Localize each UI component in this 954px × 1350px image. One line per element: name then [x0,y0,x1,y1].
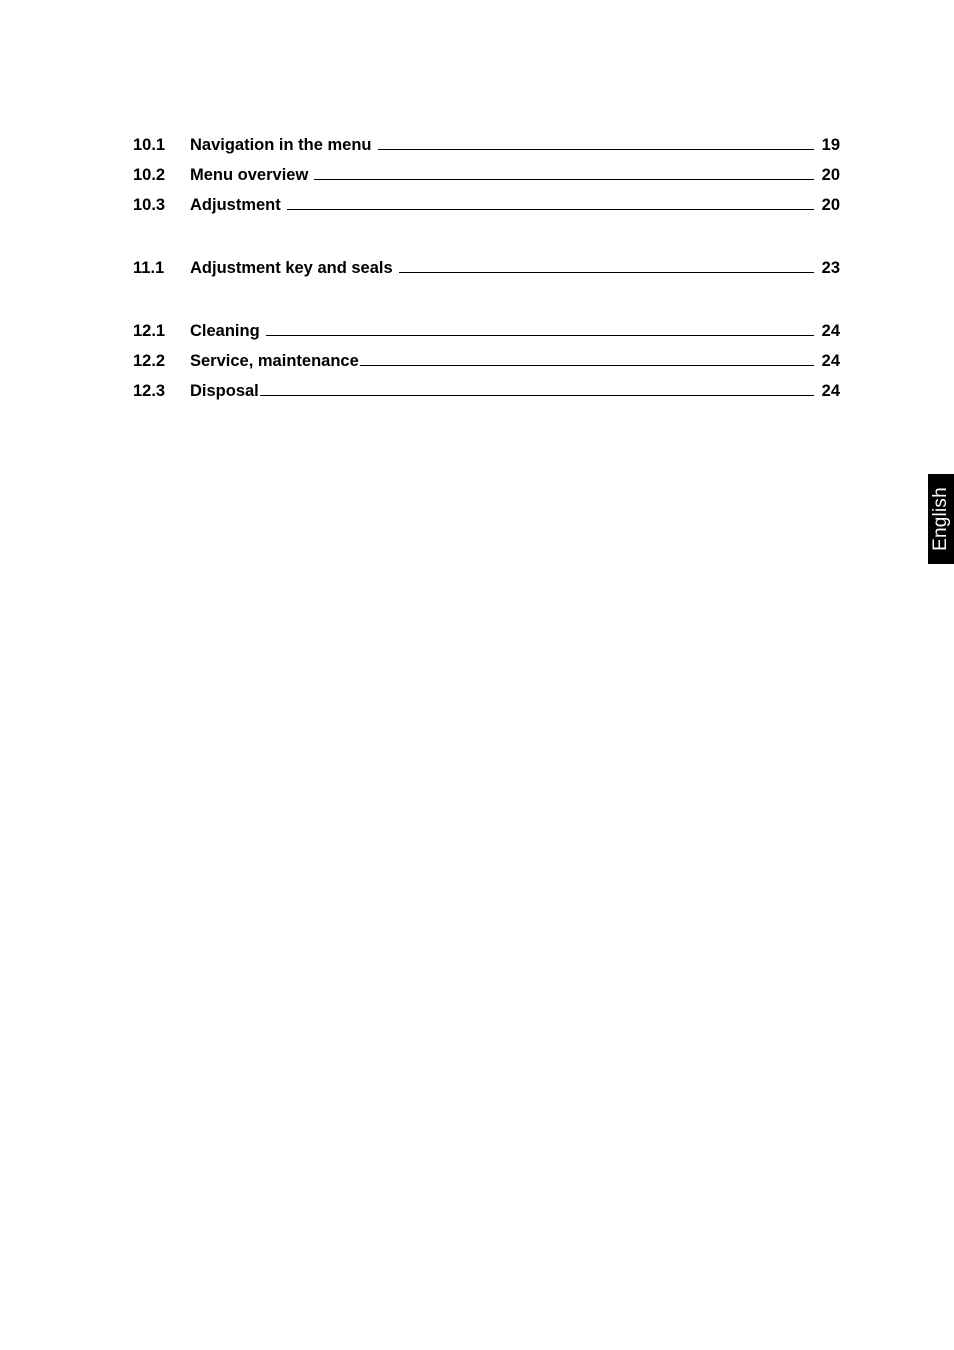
toc-entry-number: 10.1 [133,136,166,154]
toc-group-12 [133,319,840,409]
toc-entry-10-3[interactable] [133,193,840,223]
toc-entry-page: 24 [821,382,840,400]
toc-entry-12-1[interactable] [133,319,840,349]
toc-entry-page: 23 [821,259,840,277]
toc-entry-number: 12.3 [133,382,166,400]
toc-leader-line [260,395,814,396]
toc-entry-12-3[interactable] [133,379,840,409]
toc-entry-page: 19 [821,136,840,154]
toc-group-10 [133,133,840,223]
table-of-contents [133,133,840,409]
toc-entry-number: 11.1 [133,259,165,277]
toc-entry-page: 20 [821,166,840,184]
toc-entry-number: 12.1 [133,322,166,340]
toc-entry-title: Navigation in the menu [190,136,372,154]
toc-leader-line [314,179,814,180]
toc-entry-title: Menu overview [190,166,309,184]
toc-leader-line [399,272,814,273]
toc-leader-line [287,209,814,210]
toc-entry-title: Service, maintenance [190,352,359,370]
toc-entry-title: Adjustment key and seals [190,259,393,277]
toc-entry-number: 12.2 [133,352,166,370]
toc-leader-line [360,365,814,366]
toc-entry-page: 24 [821,322,840,340]
toc-entry-title: Adjustment [190,196,281,214]
toc-entry-10-2[interactable] [133,163,840,193]
toc-entry-number: 10.2 [133,166,166,184]
language-side-tab-label: English [930,487,951,551]
toc-group-11 [133,256,840,286]
toc-entry-11-1[interactable] [133,256,840,286]
language-side-tab [928,474,954,564]
toc-entry-number: 10.3 [133,196,166,214]
toc-entry-title: Disposal [190,382,259,400]
toc-entry-10-1[interactable] [133,133,840,163]
toc-entry-title: Cleaning [190,322,260,340]
toc-entry-12-2[interactable] [133,349,840,379]
toc-entry-page: 20 [821,196,840,214]
toc-leader-line [266,335,814,336]
toc-entry-page: 24 [821,352,840,370]
toc-leader-line [378,149,814,150]
